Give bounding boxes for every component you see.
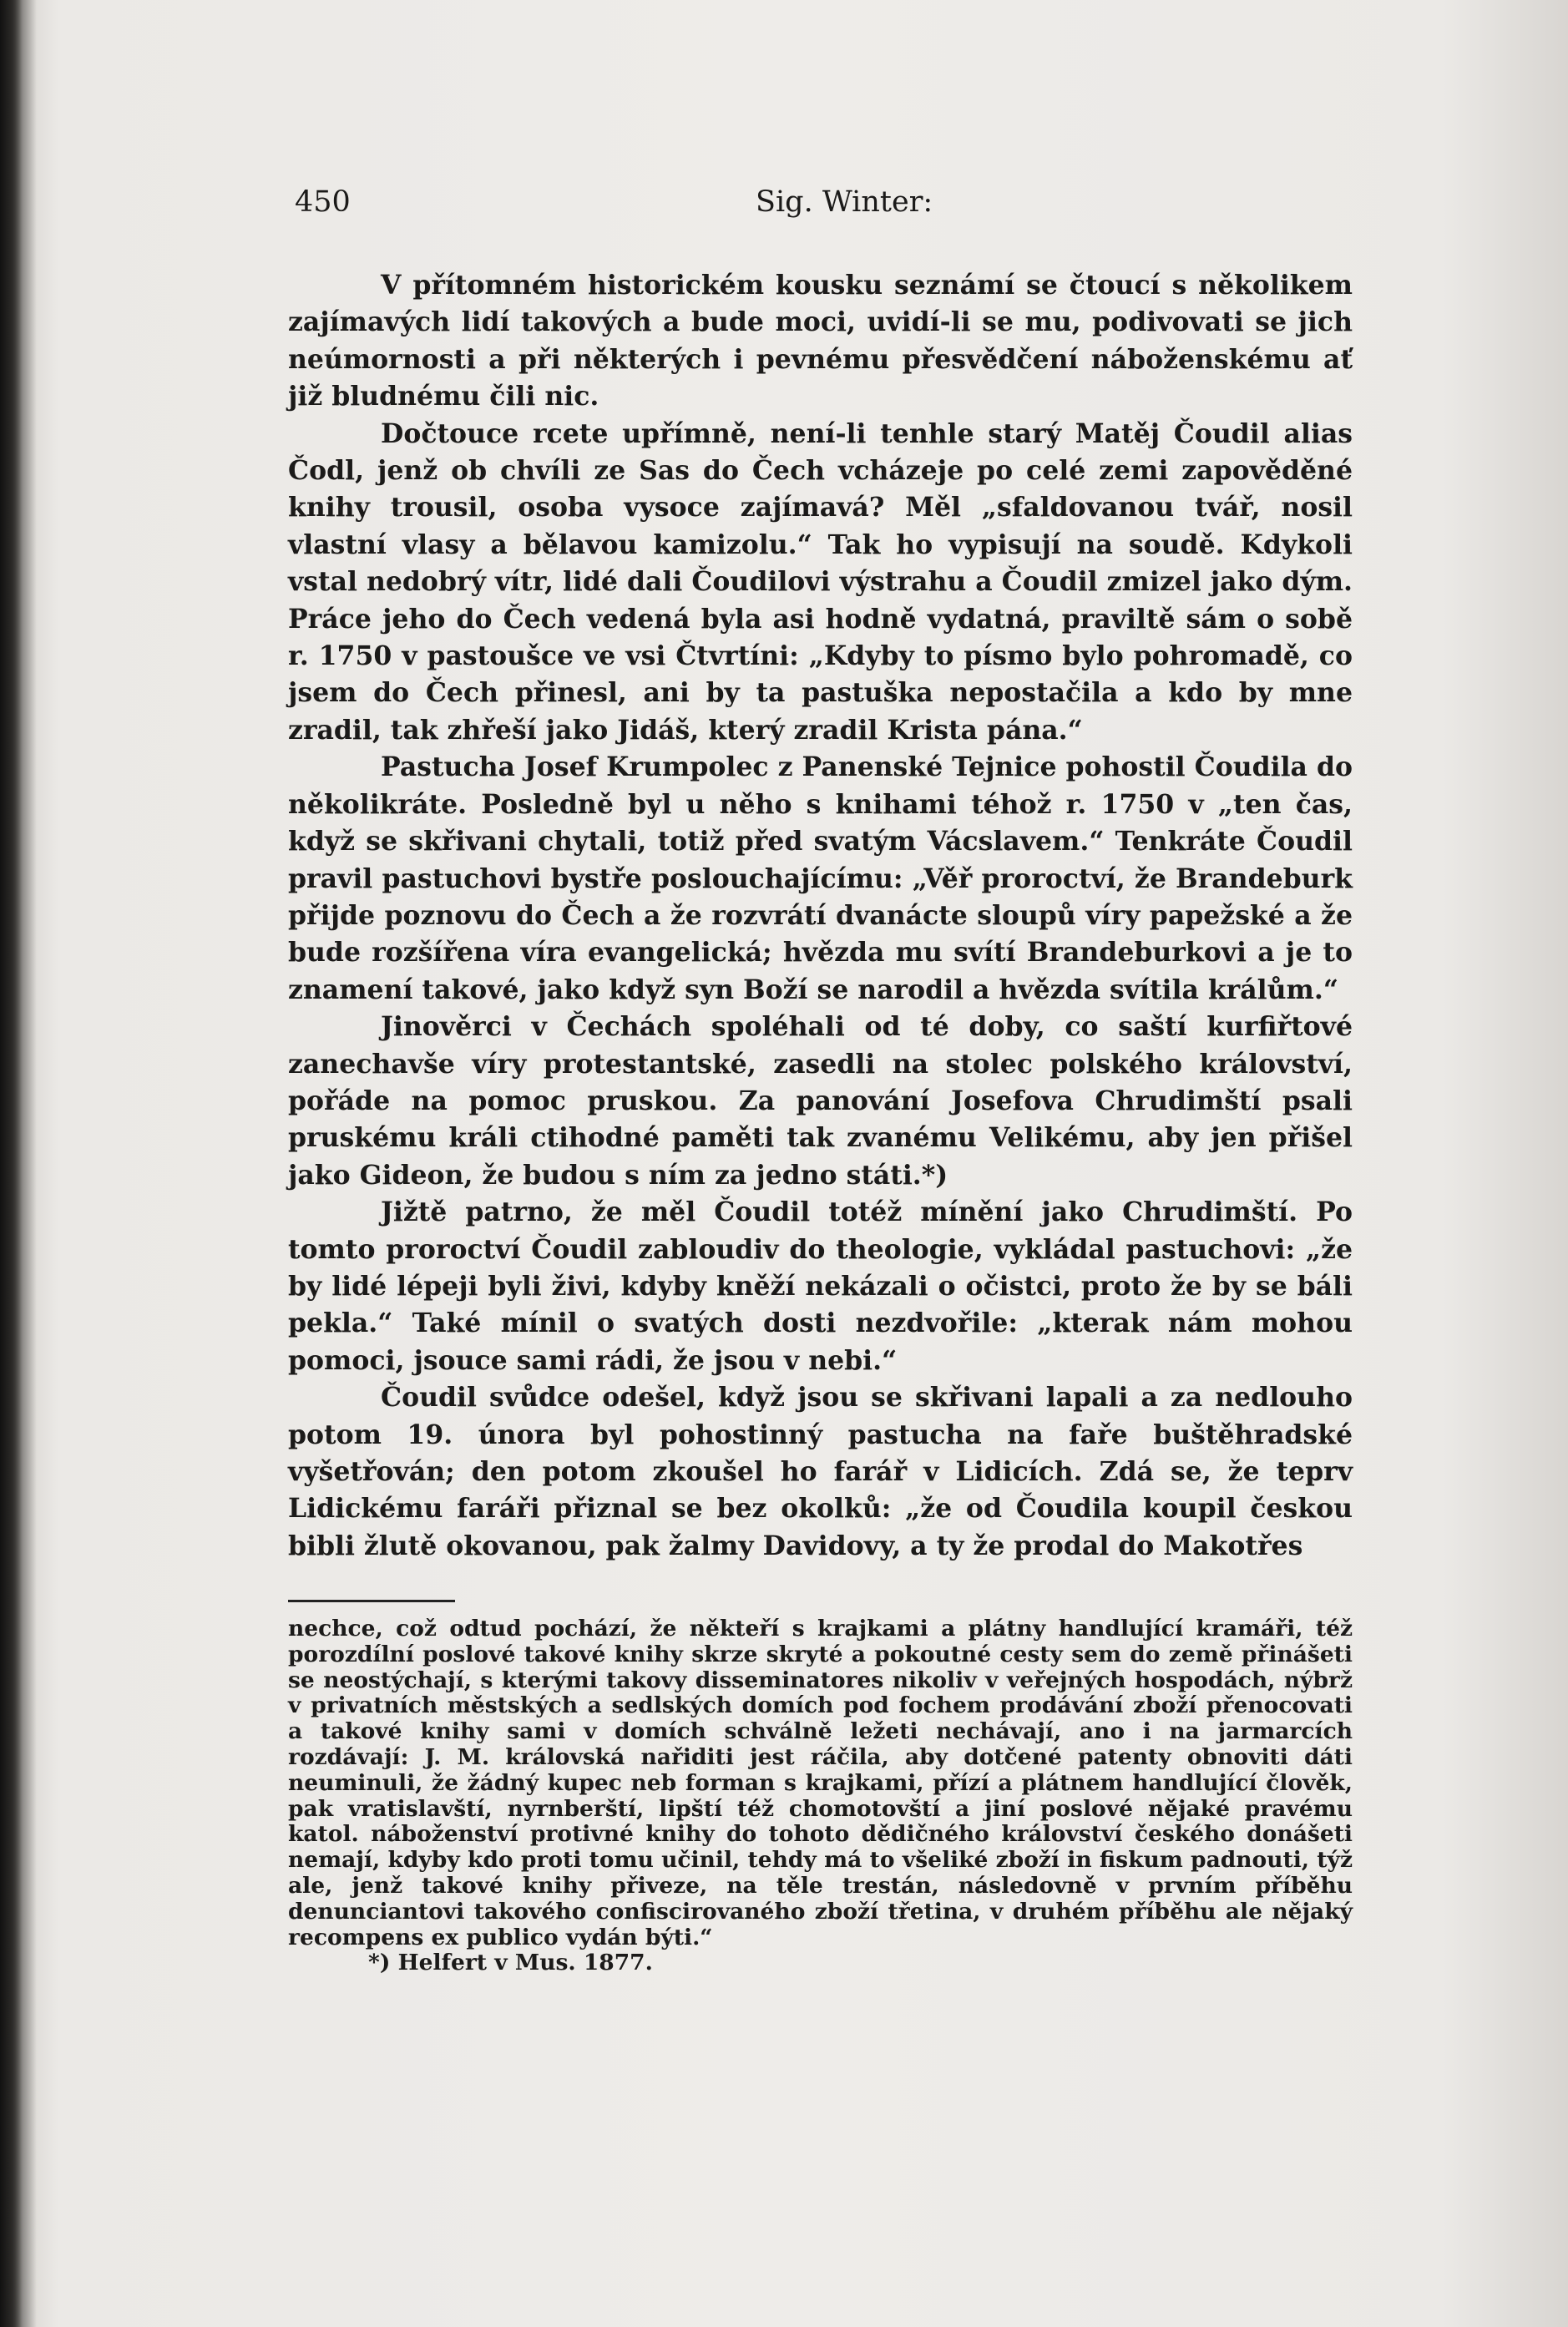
footnote-continuation: nechce, což odtud pochází, že někteří s krajkami a plátny handlující kramáři, též porozdílní poslové takové knihy skrze skryté a pokoutné cesty sem do země přinášeti se neostýchají, s kterými takovy disseminatores nikoliv v veřejných hospodách, nýbrž v privatních městských a sedlských domích pod fochem prodávání zboží přenocovati a takové knihy sami v domích schválně ležeti nechávají, ano i na jarmarcích rozdávají: J. M. královská nařiditi jest ráčila, aby dotčené patenty obnoviti dáti neuminuli, že žádný kupec neb forman s krajkami, přízí a plátnem handlující člověk, pak vratislavští, nyrnberští, lipští též chomotovští a jiní poslové nějaké pravému katol. náboženství protivné knihy do tohoto dědičného království českého donášeti nemají, kdyby kdo proti tomu učinil, tehdy má to všeliké zboží in fiskum padnouti, týž ale, jenž takové knihy přiveze, na těle trestán, následovně v prvním příběhu denunciantovi takového confiscirovaného zboží třetina, v druhém příběhu ale nějaký recompens ex publico vydán býti.“ <box>288 1616 1353 1950</box>
paragraph: Pastucha Josef Krumpolec z Panenské Tejnice pohostil Čoudila do několikráte. Posledně byl u něho s knihami téhož r. 1750 v „ten čas, když se skřivani chytali, totiž před svatým Vácslavem.“ Tenkráte Čoudil pravil pastuchovi bystře poslouchajícímu: „Věř proroctví, že Brandeburk přijde poznovu do Čech a že rozvrátí dvanácte sloupů víry papežské a že bude rozšířena víra evangelická; hvězda mu svítí Brandeburkovi a je to znamení takové, jako když syn Boží se narodil a hvězda svítila králům.“ <box>288 751 1353 1005</box>
running-header <box>288 185 1353 227</box>
paragraph: Jižtě patrno, že měl Čoudil totéž mínění jako Chrudimští. Po tomto proroctví Čoudil zabloudiv do theologie, vykládal pastuchovi: „že by lidé lépeji byli živi, kdyby kněží nekázali o očistci, proto že by se báli pekla.“ Také mínil o svatých dosti nezdvořile: „kterak nám mohou pomoci, jsouce sami rádi, že jsou v nebi.“ <box>288 1196 1353 1376</box>
running-title: Sig. Winter: <box>756 185 933 219</box>
footnote-reference: *) Helfert v Mus. 1877. <box>368 1950 653 1976</box>
book-spine-shadow <box>0 0 37 2327</box>
footnote-divider <box>288 1600 455 1602</box>
footnotes <box>288 1616 1353 1976</box>
paragraph: Jinověrci v Čechách spoléhali od té doby, co saští kurfiřtové zanechavše víry protestantské, zasedli na stolec polského království, pořáde na pomoc pruskou. Za panování Josefova Chrudimští psali pruskému králi ctihodné paměti tak zvanému Velikému, aby jen přišel jako Gideon, že budou s ním za jedno státi.*) <box>288 1011 1353 1191</box>
page-number: 450 <box>295 185 351 219</box>
paragraph: Dočtouce rcete upřímně, není-li tenhle starý Matěj Čoudil alias Čodl, jenž ob chvíli ze Sas do Čech vcházeje po celé zemi zapověděné knihy trousil, osoba vysoce zajímavá? Měl „sfaldovanou tvář, nosil vlastní vlasy a bělavou kamizolu.“ Tak ho vypisují na soudě. Kdykoli vstal nedobrý vítr, lidé dali Čoudilovi výstrahu a Čoudil zmizel jako dým. Práce jeho do Čech vedená byla asi hodně vydatná, praviltě sám o sobě r. 1750 v pastoušce ve vsi Čtvrtíni: „Kdyby to písmo bylo pohromadě, co jsem do Čech přinesl, ani by ta pastuška nepostačila a kdo by mne zradil, tak zhřeší jako Jidáš, který zradil Krista pána.“ <box>288 417 1353 746</box>
main-text <box>288 267 1353 1565</box>
paragraph: V přítomném historickém kousku seznámí se čtoucí s několikem zajímavých lidí takových a bude moci, uvidí-li se mu, podivovati se jich neúmornosti a při některých i pevnému přesvědčení náboženskému ať již bludnému čili nic. <box>288 270 1353 412</box>
paragraph: Čoudil svůdce odešel, když jsou se skřivani lapali a za nedlouho potom 19. února byl pohostinný pastucha na faře buštěhradské vyšetřován; den potom zkoušel ho farář v Lidicích. Zdá se, že teprv Lidickému faráři přiznal se bez okolků: „že od Čoudila koupil českou bibli žlutě okovanou, pak žalmy Davidovy, a ty že prodal do Makotřes <box>288 1382 1353 1561</box>
